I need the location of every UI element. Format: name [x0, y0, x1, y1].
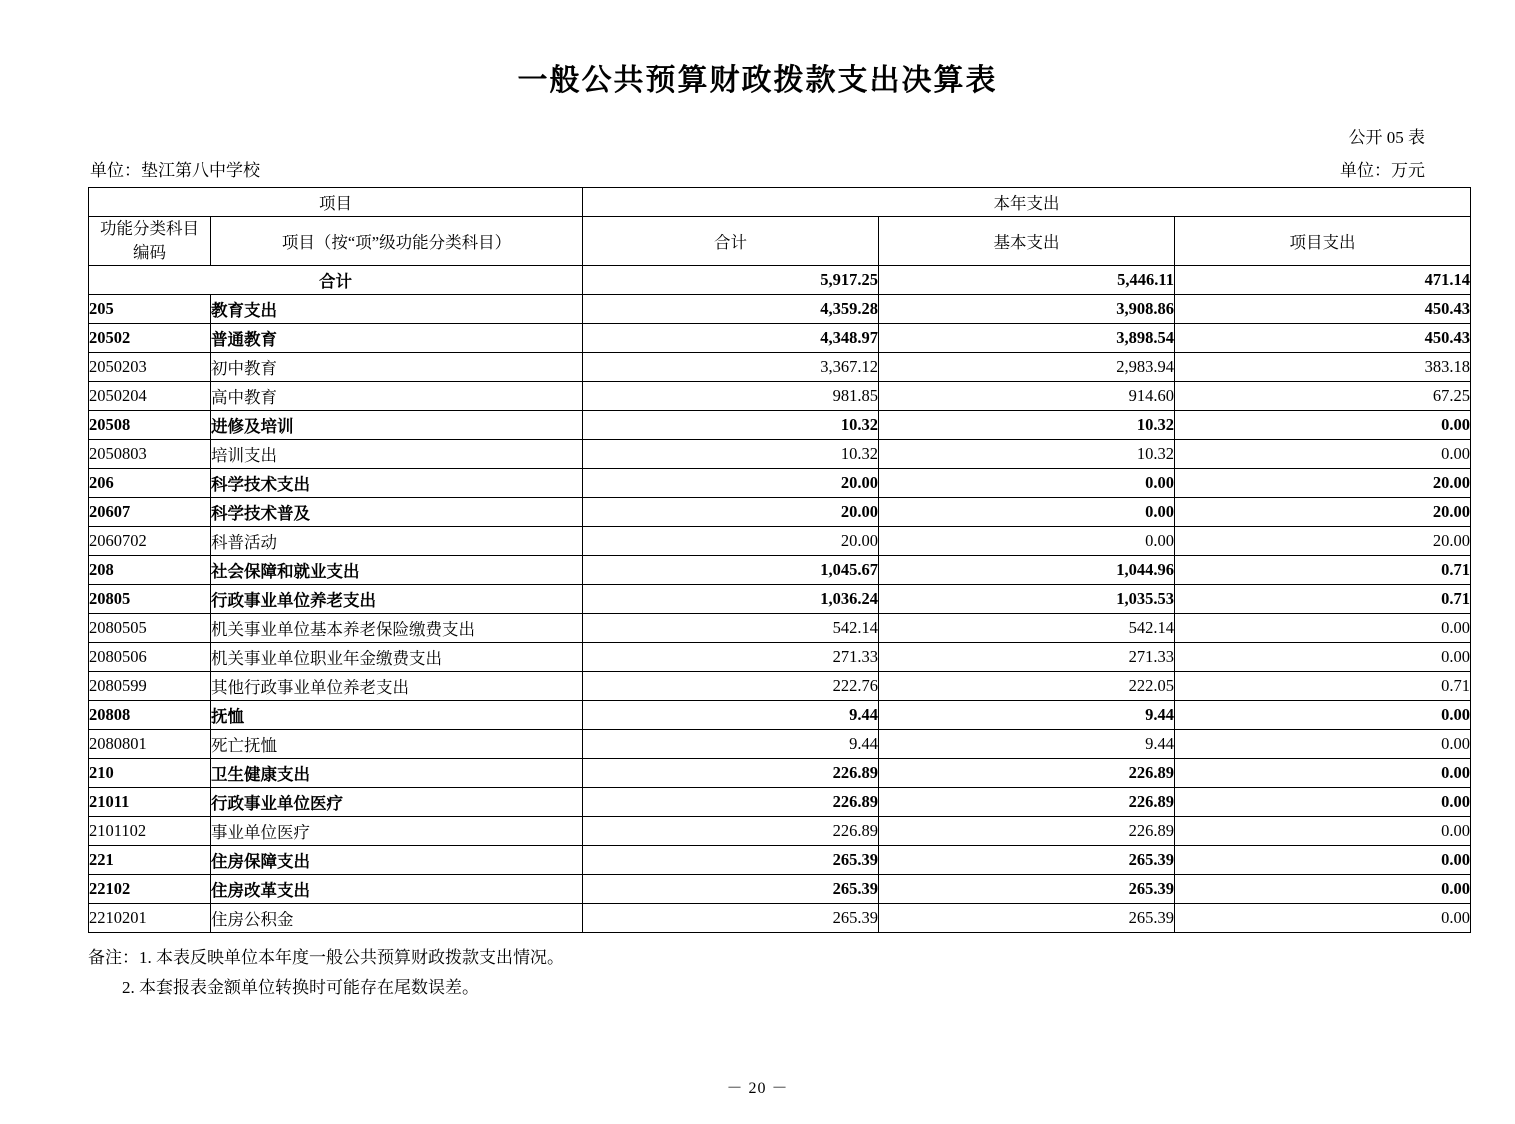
cell-name: 科普活动 — [211, 526, 583, 555]
header-col-name: 项目（按“项”级功能分类科目） — [211, 217, 583, 266]
cell-name: 培训支出 — [211, 439, 583, 468]
total-row-label: 合计 — [89, 265, 583, 294]
cell-name: 抚恤 — [211, 700, 583, 729]
cell-basic: 10.32 — [879, 439, 1175, 468]
cell-total: 10.32 — [583, 439, 879, 468]
cell-total: 265.39 — [583, 845, 879, 874]
cell-basic: 1,044.96 — [879, 555, 1175, 584]
cell-total: 4,348.97 — [583, 323, 879, 352]
cell-name: 初中教育 — [211, 352, 583, 381]
table-row — [89, 439, 1471, 468]
sheet-number: 公开 05 表 — [1348, 128, 1425, 147]
cell-basic: 0.00 — [879, 526, 1175, 555]
cell-basic: 265.39 — [879, 874, 1175, 903]
cell-project: 0.00 — [1175, 410, 1471, 439]
cell-project: 450.43 — [1175, 323, 1471, 352]
header-col-project: 项目支出 — [1175, 217, 1471, 266]
total-row-project: 471.14 — [1175, 265, 1471, 294]
table-header-column-row — [89, 217, 1471, 266]
cell-total: 20.00 — [583, 497, 879, 526]
cell-code: 2050803 — [89, 439, 211, 468]
cell-basic: 542.14 — [879, 613, 1175, 642]
document-page — [0, 55, 1515, 1124]
cell-code: 20808 — [89, 700, 211, 729]
table-row — [89, 874, 1471, 903]
table-header-group-row — [89, 188, 1471, 217]
cell-total: 4,359.28 — [583, 294, 879, 323]
cell-project: 20.00 — [1175, 497, 1471, 526]
meta-row — [88, 156, 1427, 181]
cell-name: 住房改革支出 — [211, 874, 583, 903]
cell-name: 进修及培训 — [211, 410, 583, 439]
table-row — [89, 787, 1471, 816]
cell-basic: 2,983.94 — [879, 352, 1175, 381]
cell-total: 265.39 — [583, 903, 879, 932]
cell-code: 22102 — [89, 874, 211, 903]
table-row — [89, 845, 1471, 874]
cell-project: 0.00 — [1175, 845, 1471, 874]
cell-code: 2080505 — [89, 613, 211, 642]
cell-basic: 3,908.86 — [879, 294, 1175, 323]
note-line-2: 2. 本套报表金额单位转换时可能存在尾数误差。 — [122, 977, 479, 997]
cell-basic: 271.33 — [879, 642, 1175, 671]
cell-basic: 914.60 — [879, 381, 1175, 410]
cell-code: 221 — [89, 845, 211, 874]
cell-basic: 10.32 — [879, 410, 1175, 439]
note-line-1: 备注：1. 本表反映单位本年度一般公共预算财政拨款支出情况。 — [88, 947, 564, 967]
cell-code: 2050203 — [89, 352, 211, 381]
cell-total: 20.00 — [583, 468, 879, 497]
table-header — [89, 188, 1471, 266]
cell-project: 383.18 — [1175, 352, 1471, 381]
cell-code: 2101102 — [89, 816, 211, 845]
cell-project: 0.00 — [1175, 816, 1471, 845]
cell-name: 事业单位医疗 — [211, 816, 583, 845]
cell-project: 0.00 — [1175, 903, 1471, 932]
page-number: － 20 － — [726, 1080, 789, 1097]
cell-name: 住房保障支出 — [211, 845, 583, 874]
cell-basic: 265.39 — [879, 845, 1175, 874]
cell-name: 科学技术支出 — [211, 468, 583, 497]
cell-project: 0.00 — [1175, 642, 1471, 671]
cell-basic: 1,035.53 — [879, 584, 1175, 613]
header-col-code-line2: 编码 — [133, 242, 166, 262]
cell-project: 0.71 — [1175, 671, 1471, 700]
cell-project: 0.00 — [1175, 787, 1471, 816]
cell-total: 9.44 — [583, 729, 879, 758]
cell-total: 10.32 — [583, 410, 879, 439]
cell-project: 0.00 — [1175, 700, 1471, 729]
table-row — [89, 816, 1471, 845]
cell-total: 20.00 — [583, 526, 879, 555]
cell-project: 67.25 — [1175, 381, 1471, 410]
cell-name: 机关事业单位职业年金缴费支出 — [211, 642, 583, 671]
cell-name: 行政事业单位医疗 — [211, 787, 583, 816]
header-col-basic: 基本支出 — [879, 217, 1175, 266]
cell-name: 社会保障和就业支出 — [211, 555, 583, 584]
cell-name: 行政事业单位养老支出 — [211, 584, 583, 613]
cell-project: 0.00 — [1175, 729, 1471, 758]
cell-name: 高中教育 — [211, 381, 583, 410]
table-row — [89, 323, 1471, 352]
page-title: 一般公共预算财政拨款支出决算表 — [517, 63, 998, 98]
cell-project: 0.00 — [1175, 439, 1471, 468]
cell-code: 20607 — [89, 497, 211, 526]
table-row — [89, 903, 1471, 932]
cell-code: 20502 — [89, 323, 211, 352]
cell-name: 机关事业单位基本养老保险缴费支出 — [211, 613, 583, 642]
cell-code: 20508 — [89, 410, 211, 439]
table-row — [89, 555, 1471, 584]
cell-total: 265.39 — [583, 874, 879, 903]
table-notes — [88, 943, 1427, 1003]
cell-code: 21011 — [89, 787, 211, 816]
header-group-current-year: 本年支出 — [583, 188, 1471, 217]
header-col-code — [89, 217, 211, 266]
cell-name: 住房公积金 — [211, 903, 583, 932]
cell-basic: 226.89 — [879, 816, 1175, 845]
unit-name: 单位：垫江第八中学校 — [90, 161, 260, 180]
cell-total: 981.85 — [583, 381, 879, 410]
table-row — [89, 381, 1471, 410]
cell-project: 450.43 — [1175, 294, 1471, 323]
cell-total: 542.14 — [583, 613, 879, 642]
cell-basic: 0.00 — [879, 468, 1175, 497]
cell-code: 2050204 — [89, 381, 211, 410]
cell-basic: 3,898.54 — [879, 323, 1175, 352]
cell-total: 9.44 — [583, 700, 879, 729]
cell-project: 20.00 — [1175, 468, 1471, 497]
cell-project: 0.71 — [1175, 555, 1471, 584]
table-row — [89, 584, 1471, 613]
cell-total: 226.89 — [583, 787, 879, 816]
table-row-total — [89, 265, 1471, 294]
cell-basic: 265.39 — [879, 903, 1175, 932]
cell-basic: 9.44 — [879, 729, 1175, 758]
cell-project: 20.00 — [1175, 526, 1471, 555]
cell-name: 卫生健康支出 — [211, 758, 583, 787]
cell-code: 20805 — [89, 584, 211, 613]
cell-total: 1,045.67 — [583, 555, 879, 584]
cell-project: 0.00 — [1175, 613, 1471, 642]
cell-total: 226.89 — [583, 816, 879, 845]
cell-name: 其他行政事业单位养老支出 — [211, 671, 583, 700]
cell-code: 2080506 — [89, 642, 211, 671]
cell-code: 205 — [89, 294, 211, 323]
table-row — [89, 613, 1471, 642]
cell-code: 2210201 — [89, 903, 211, 932]
header-col-total: 合计 — [583, 217, 879, 266]
cell-total: 1,036.24 — [583, 584, 879, 613]
cell-project: 0.00 — [1175, 874, 1471, 903]
cell-basic: 222.05 — [879, 671, 1175, 700]
cell-basic: 226.89 — [879, 758, 1175, 787]
table-body — [89, 265, 1471, 932]
budget-expenditure-table — [88, 187, 1471, 933]
cell-total: 226.89 — [583, 758, 879, 787]
cell-code: 2060702 — [89, 526, 211, 555]
header-col-code-line1: 功能分类科目 — [100, 219, 199, 238]
cell-project: 0.71 — [1175, 584, 1471, 613]
table-row — [89, 410, 1471, 439]
cell-name: 普通教育 — [211, 323, 583, 352]
table-row — [89, 294, 1471, 323]
cell-code: 2080599 — [89, 671, 211, 700]
table-row — [89, 497, 1471, 526]
table-row — [89, 468, 1471, 497]
cell-total: 222.76 — [583, 671, 879, 700]
header-group-project: 项目 — [89, 188, 583, 217]
cell-name: 科学技术普及 — [211, 497, 583, 526]
table-row — [89, 700, 1471, 729]
table-row — [89, 729, 1471, 758]
cell-basic: 226.89 — [879, 787, 1175, 816]
total-row-basic: 5,446.11 — [879, 265, 1175, 294]
table-row — [89, 642, 1471, 671]
total-row-total: 5,917.25 — [583, 265, 879, 294]
cell-code: 208 — [89, 555, 211, 584]
table-row — [89, 671, 1471, 700]
cell-name: 死亡抚恤 — [211, 729, 583, 758]
table-row — [89, 758, 1471, 787]
table-row — [89, 352, 1471, 381]
cell-code: 206 — [89, 468, 211, 497]
cell-basic: 9.44 — [879, 700, 1175, 729]
cell-total: 271.33 — [583, 642, 879, 671]
cell-project: 0.00 — [1175, 758, 1471, 787]
cell-total: 3,367.12 — [583, 352, 879, 381]
table-row — [89, 526, 1471, 555]
unit-measure: 单位：万元 — [1340, 161, 1425, 180]
cell-code: 210 — [89, 758, 211, 787]
cell-code: 2080801 — [89, 729, 211, 758]
cell-name: 教育支出 — [211, 294, 583, 323]
cell-basic: 0.00 — [879, 497, 1175, 526]
